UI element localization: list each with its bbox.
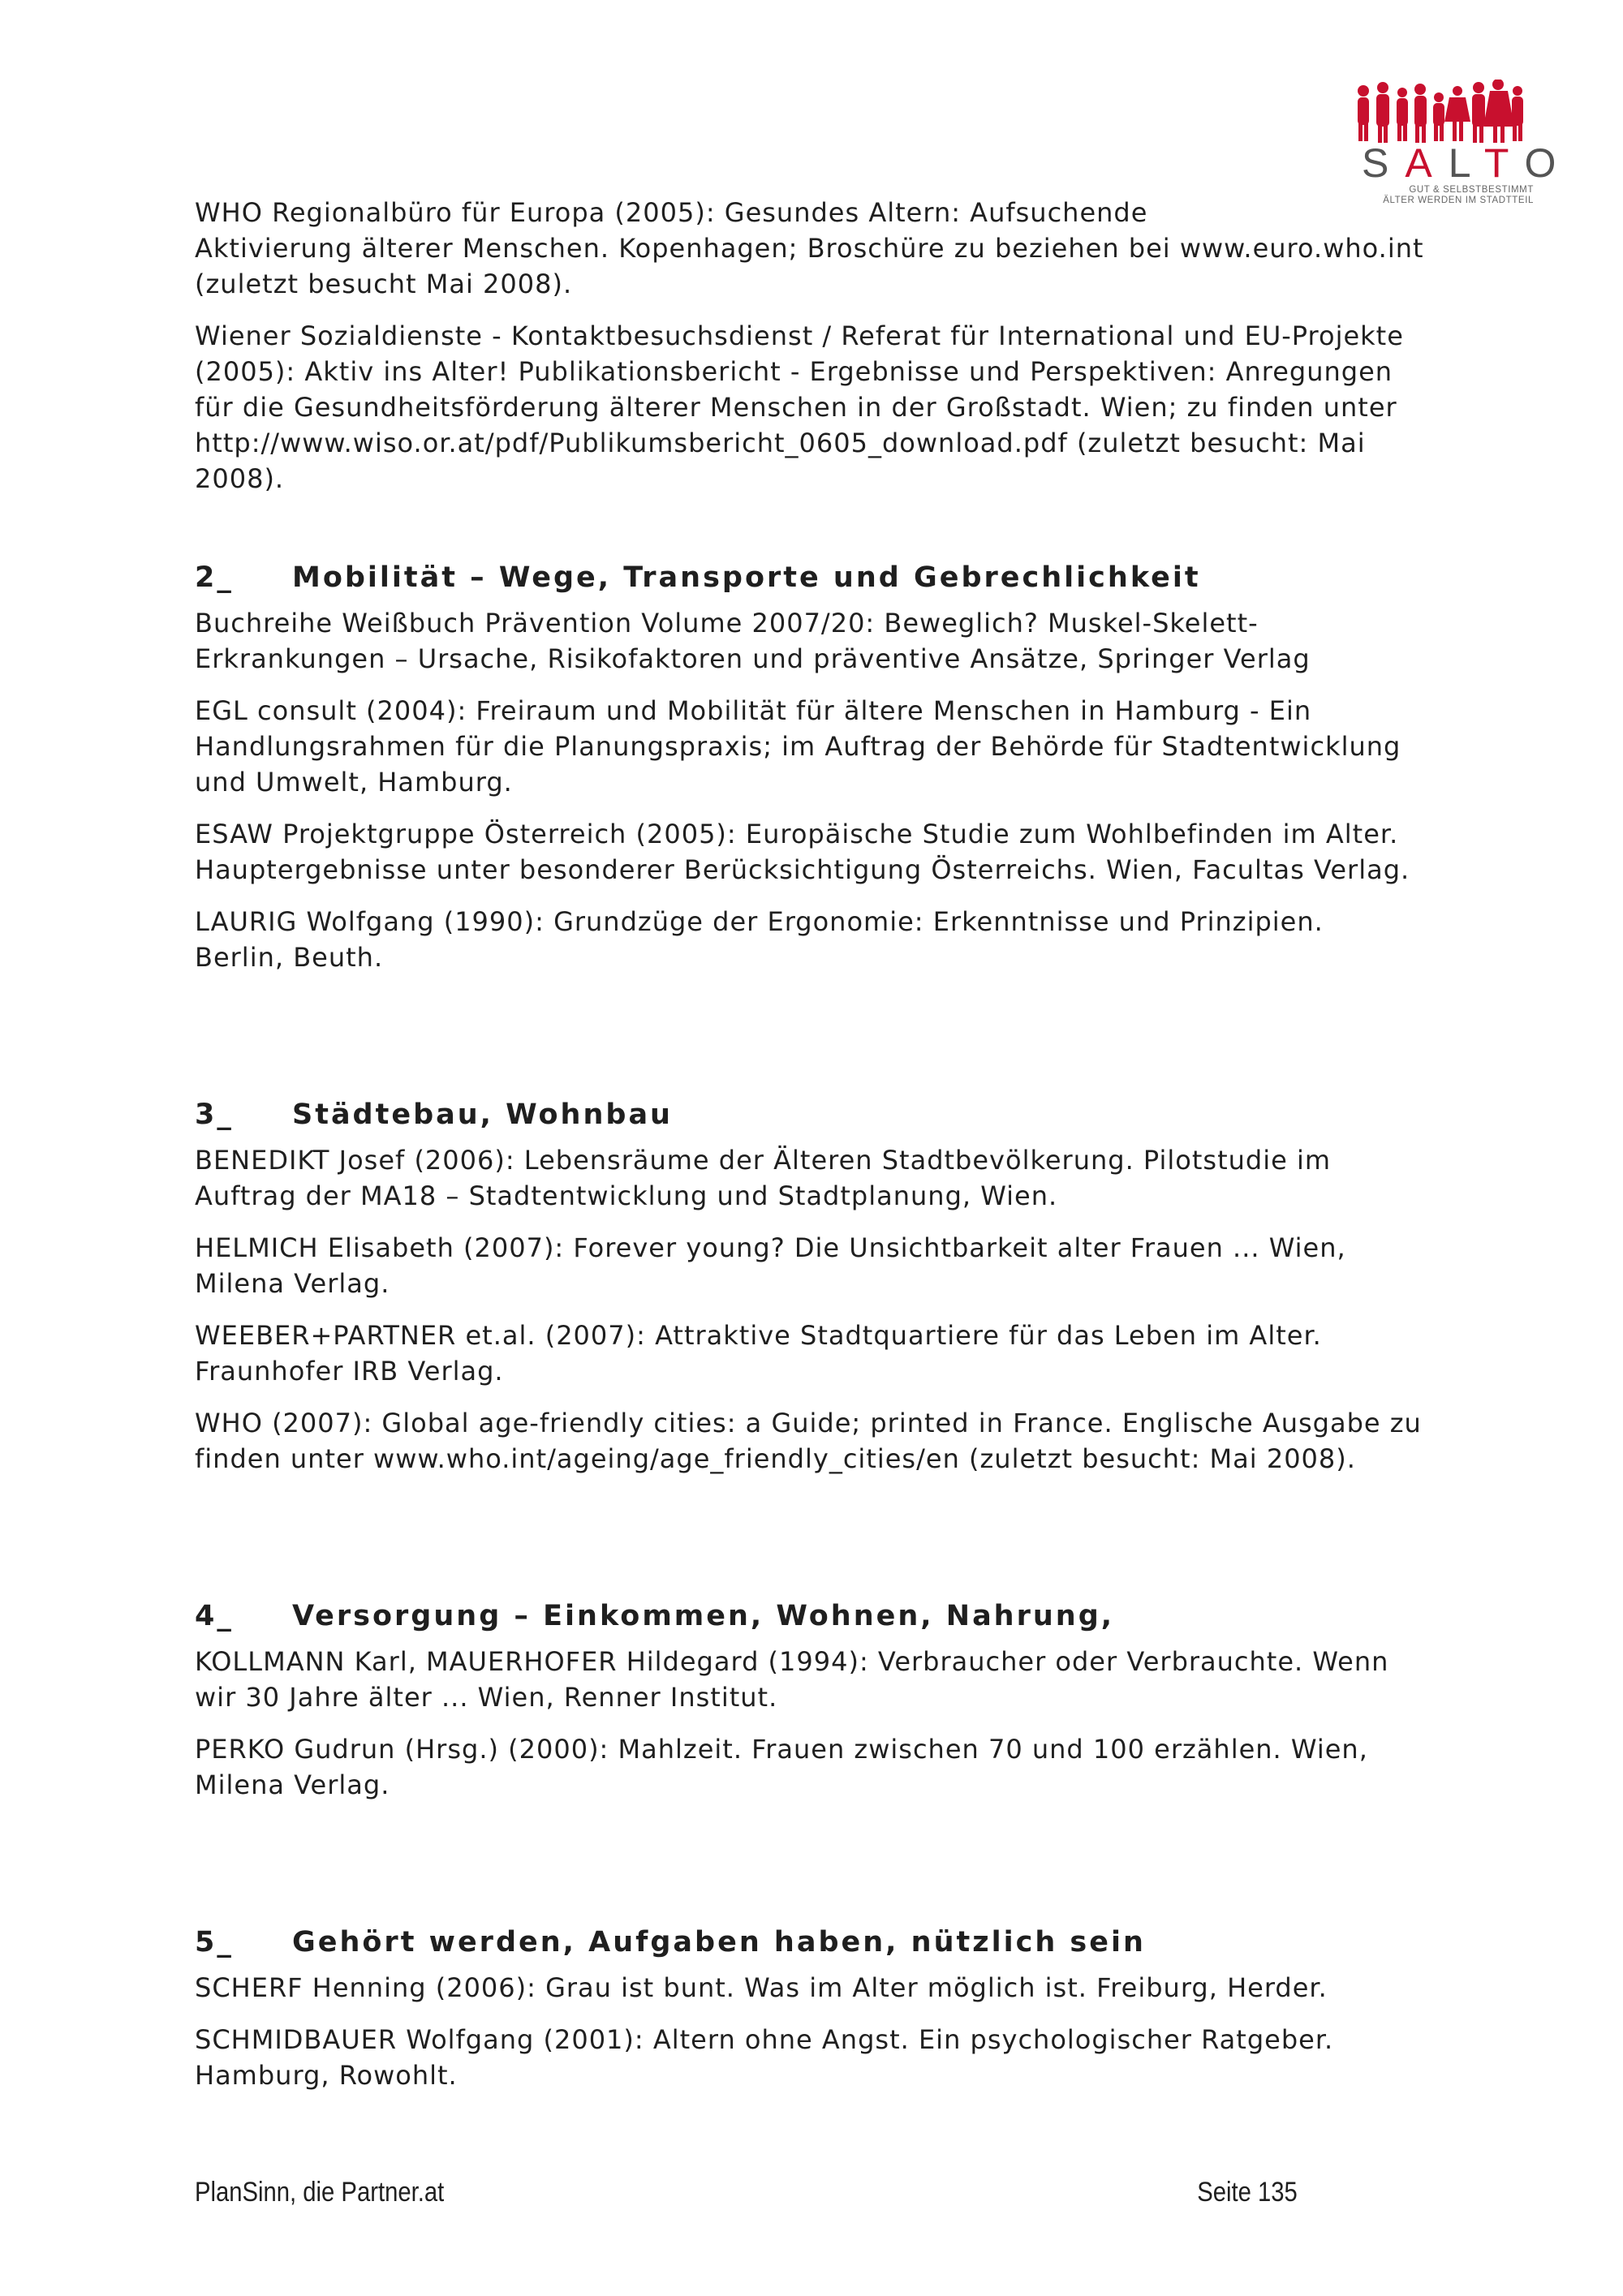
reference-entry: WEEBER+PARTNER et.al. (2007): Attraktive Stadtquartiere für das Leben im Alter. Fraunhofer IRB Verlag. xyxy=(195,1320,1322,1387)
reference-entry: Wiener Sozialdienste - Kontaktbesuchsdienst / Referat für International und EU-Projekte (2005): Aktiv ins Alter! Publikationsbericht - Ergebnisse und Perspektiven: Anregungen für die Gesundheitsförderung älterer Menschen in der Großstadt. Wien; zu finden unter http://www.wiso.or.at/pdf/Publikumsbericht_0605_download.pdf (zuletzt besucht: Mai 2008). xyxy=(195,320,1404,494)
people-group-icon xyxy=(1347,80,1534,144)
page-footer xyxy=(195,2177,1298,2208)
intro-entries xyxy=(195,195,1461,497)
reference-entry: LAURIG Wolfgang (1990): Grundzüge der Ergonomie: Erkenntnisse und Prinzipien. Berlin, Beuth. xyxy=(195,906,1324,973)
section-heading xyxy=(195,560,1461,595)
section-urban-housing xyxy=(195,1097,1461,1477)
reference-entry: PERKO Gudrun (Hrsg.) (2000): Mahlzeit. Frauen zwischen 70 und 100 erzählen. Wien, Milena Verlag. xyxy=(195,1734,1368,1800)
section-title: Versorgung – Einkommen, Wohnen, Nahrung, xyxy=(292,1600,1115,1632)
section-heading xyxy=(195,1924,1461,1960)
section-being-heard xyxy=(195,1924,1461,2093)
salto-logo xyxy=(1347,80,1573,209)
section-title: Gehört werden, Aufgaben haben, nützlich sein xyxy=(292,1926,1146,1958)
page-number: Seite 135 xyxy=(1197,2177,1298,2208)
section-number: 5_ xyxy=(195,1926,234,1958)
footer-publisher: PlanSinn, die Partner.at xyxy=(195,2177,445,2208)
reference-entry: BENEDIKT Josef (2006): Lebensräume der Älteren Stadtbevölkerung. Pilotstudie im Auftrag der MA18 – Stadtentwicklung und Stadtplanung, Wien. xyxy=(195,1145,1332,1211)
section-number: 2_ xyxy=(195,561,234,594)
section-mobility xyxy=(195,560,1461,975)
bibliography-content xyxy=(195,195,1461,2109)
section-title: Mobilität – Wege, Transporte und Gebrechlichkeit xyxy=(292,561,1201,594)
reference-entry: ESAW Projektgruppe Österreich (2005): Europäische Studie zum Wohlbefinden im Alter. Hauptergebnisse unter besonderer Berücksichtigung Österreichs. Wien, Facultas Verlag. xyxy=(195,819,1410,885)
logo-tagline-line2: ÄLTER WERDEN IM STADTTEIL xyxy=(1383,196,1534,205)
reference-entry: HELMICH Elisabeth (2007): Forever young? Die Unsichtbarkeit alter Frauen ... Wien, Milena Verlag. xyxy=(195,1232,1346,1299)
logo-wordmark: SALTO xyxy=(1362,140,1573,186)
reference-entry: WHO Regionalbüro für Europa (2005): Gesundes Altern: Aufsuchende Aktivierung älterer Menschen. Kopenhagen; Broschüre zu beziehen bei www.euro.who.int (zuletzt besucht Mai 2008). xyxy=(195,197,1424,299)
reference-entry: SCHMIDBAUER Wolfgang (2001): Altern ohne Angst. Ein psychologischer Ratgeber. Hamburg, Rowohlt. xyxy=(195,2024,1334,2091)
section-heading xyxy=(195,1598,1461,1634)
reference-entry: SCHERF Henning (2006): Grau ist bunt. Was im Alter möglich ist. Freiburg, Herder. xyxy=(195,1972,1328,2003)
reference-entry: Buchreihe Weißbuch Prävention Volume 2007/20: Beweglich? Muskel-Skelett- Erkrankungen – Ursache, Risikofaktoren und präventive Ansätze, Springer Verlag xyxy=(195,608,1311,674)
reference-entry: KOLLMANN Karl, MAUERHOFER Hildegard (1994): Verbraucher oder Verbrauchte. Wenn wir 30 Jahre älter ... Wien, Renner Institut. xyxy=(195,1646,1389,1713)
section-title: Städtebau, Wohnbau xyxy=(292,1099,673,1131)
logo-tagline-line1: GUT & SELBSTBESTIMMT xyxy=(1409,185,1534,195)
section-number: 3_ xyxy=(195,1099,234,1131)
section-number: 4_ xyxy=(195,1600,234,1632)
section-heading xyxy=(195,1097,1461,1133)
reference-entry: EGL consult (2004): Freiraum und Mobilität für ältere Menschen in Hamburg - Ein Handlungsrahmen für die Planungspraxis; im Auftrag der Behörde für Stadtentwicklung und Umwelt, Hamburg. xyxy=(195,695,1401,798)
section-supply xyxy=(195,1598,1461,1803)
reference-entry: WHO (2007): Global age-friendly cities: a Guide; printed in France. Englische Ausgabe zu finden unter www.who.int/ageing/age_friendly_cities/en (zuletzt besucht: Mai 2008). xyxy=(195,1408,1422,1474)
